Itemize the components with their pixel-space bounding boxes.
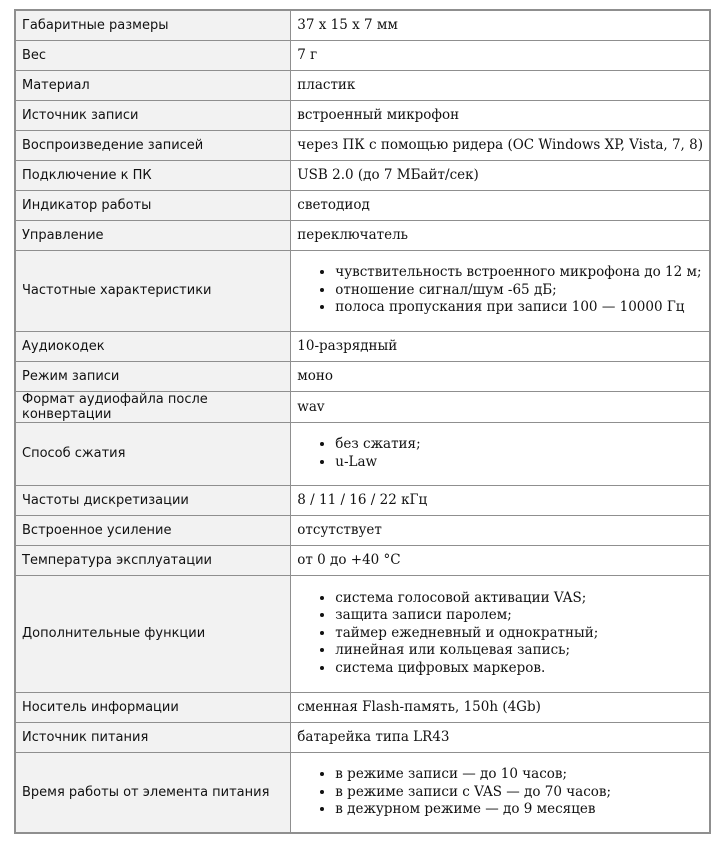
spec-value: wav [291, 391, 710, 422]
table-row [15, 422, 710, 485]
spec-label: Воспроизведение записей [15, 130, 291, 160]
spec-label: Источник записи [15, 100, 291, 130]
spec-label: Время работы от элемента питания [15, 752, 291, 833]
spec-label: Габаритные размеры [15, 10, 291, 40]
spec-value: пластик [291, 70, 710, 100]
spec-label: Частотные характеристики [15, 250, 291, 331]
table-row [15, 331, 710, 361]
list-item: • в режиме записи с VAS — до 70 часов; [335, 784, 703, 802]
table-row [15, 545, 710, 575]
table-row [15, 160, 710, 190]
spec-label: Режим записи [15, 361, 291, 391]
table-row [15, 40, 710, 70]
table-row [15, 70, 710, 100]
spec-value-list [291, 250, 710, 331]
table-row [15, 220, 710, 250]
spec-label: Способ сжатия [15, 422, 291, 485]
spec-label: Встроенное усиление [15, 515, 291, 545]
spec-label: Носитель информации [15, 692, 291, 722]
spec-value: 7 г [291, 40, 710, 70]
spec-value: моно [291, 361, 710, 391]
list-item: • полоса пропускания при записи 100 — 10000 Гц [335, 299, 703, 317]
spec-value: отсутствует [291, 515, 710, 545]
list-item: • защита записи паролем; [335, 607, 703, 625]
table-row [15, 130, 710, 160]
spec-label: Вес [15, 40, 291, 70]
spec-value: встроенный микрофон [291, 100, 710, 130]
list-item: • линейная или кольцевая запись; [335, 642, 703, 660]
spec-value: 37 x 15 x 7 мм [291, 10, 710, 40]
table-row [15, 752, 710, 833]
list-item: • отношение сигнал/шум -65 дБ; [335, 282, 703, 300]
spec-label: Частоты дискретизации [15, 485, 291, 515]
table-row [15, 515, 710, 545]
spec-value: 10-разрядный [291, 331, 710, 361]
spec-label: Формат аудиофайла после конвертации [15, 391, 291, 422]
table-row [15, 361, 710, 391]
list-item: • u-Law [335, 454, 703, 472]
table-row [15, 10, 710, 40]
spec-value: переключатель [291, 220, 710, 250]
table-row [15, 391, 710, 422]
list-item: • система цифровых маркеров. [335, 660, 703, 678]
spec-label: Подключение к ПК [15, 160, 291, 190]
list-item: • без сжатия; [335, 436, 703, 454]
spec-value: батарейка типа LR43 [291, 722, 710, 752]
specifications-table [14, 9, 711, 834]
spec-label: Температура эксплуатации [15, 545, 291, 575]
list-item: • в режиме записи — до 10 часов; [335, 766, 703, 784]
spec-label: Управление [15, 220, 291, 250]
table-row [15, 485, 710, 515]
spec-label: Аудиокодек [15, 331, 291, 361]
spec-value: от 0 до +40 °C [291, 545, 710, 575]
table-row [15, 190, 710, 220]
table-row [15, 575, 710, 692]
list-item: • система голосовой активации VAS; [335, 590, 703, 608]
spec-label: Индикатор работы [15, 190, 291, 220]
spec-value-list [291, 575, 710, 692]
spec-value: USB 2.0 (до 7 МБайт/сек) [291, 160, 710, 190]
spec-value: светодиод [291, 190, 710, 220]
list-item: • таймер ежедневный и однократный; [335, 625, 703, 643]
spec-value: 8 / 11 / 16 / 22 кГц [291, 485, 710, 515]
spec-value: через ПК с помощью ридера (ОС Windows XP, Vista, 7, 8) [291, 130, 710, 160]
table-row [15, 250, 710, 331]
spec-label: Источник питания [15, 722, 291, 752]
spec-value-list [291, 422, 710, 485]
table-row [15, 100, 710, 130]
table-row [15, 722, 710, 752]
list-item: • чувствительность встроенного микрофона до 12 м; [335, 264, 703, 282]
spec-value: сменная Flash-память, 150h (4Gb) [291, 692, 710, 722]
spec-label: Материал [15, 70, 291, 100]
list-item: • в дежурном режиме — до 9 месяцев [335, 801, 703, 819]
table-row [15, 692, 710, 722]
spec-label: Дополнительные функции [15, 575, 291, 692]
spec-value-list [291, 752, 710, 833]
